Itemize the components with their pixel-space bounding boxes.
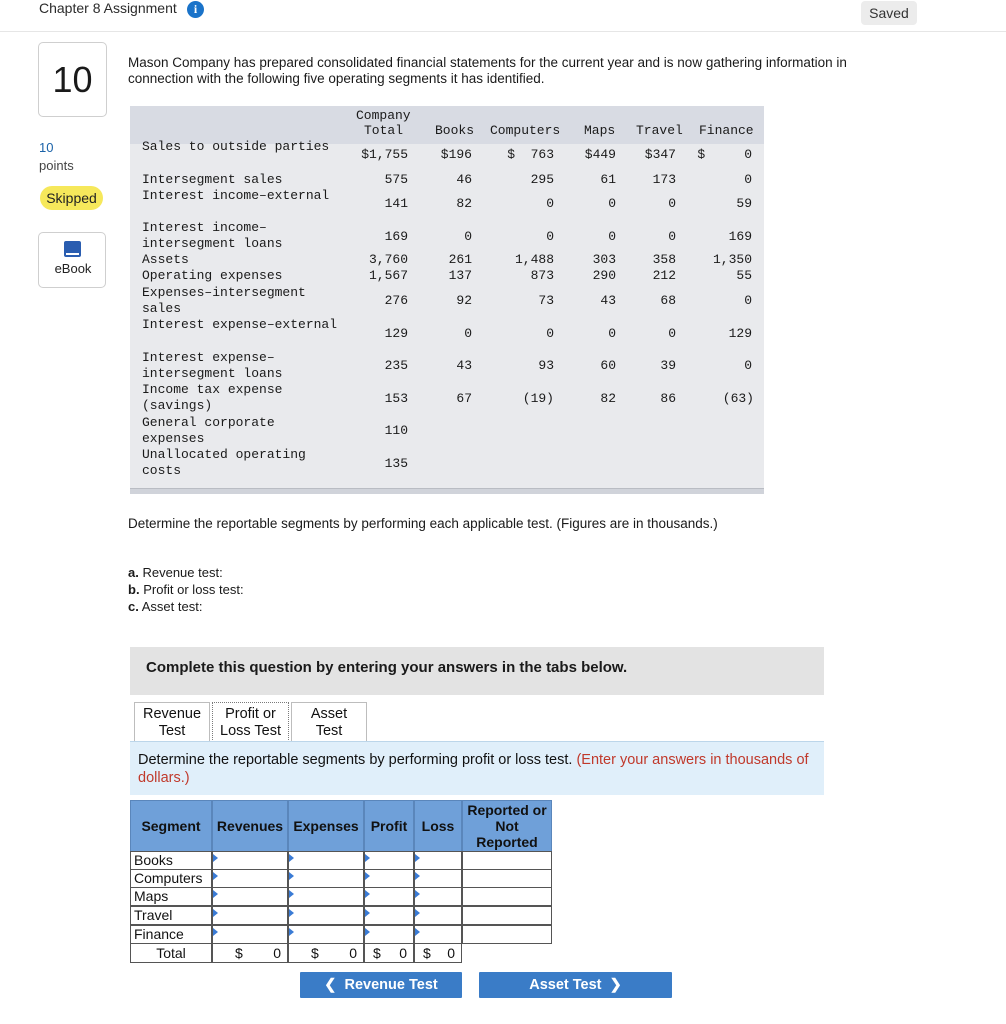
cell-travel: 173	[652, 172, 676, 187]
segment-label-finance: Finance	[130, 925, 212, 944]
col-header-revenues: Revenues	[212, 800, 288, 852]
input-revenues[interactable]	[212, 887, 288, 906]
test-item: b. Profit or loss test:	[128, 582, 244, 597]
cell-books: 0	[464, 229, 472, 244]
row-label: Income tax expense (savings)	[142, 382, 283, 413]
ebook-button[interactable]	[38, 232, 106, 288]
input-loss[interactable]	[414, 925, 462, 944]
row-label: Interest expense–intersegment loans	[142, 350, 283, 381]
total-profit: $ 0	[364, 943, 414, 963]
chevron-right-icon: ❯	[601, 977, 622, 993]
cell-computers: 295	[530, 172, 554, 187]
cell-travel: 212	[652, 268, 676, 283]
input-expenses[interactable]	[288, 925, 364, 944]
input-loss[interactable]	[414, 869, 462, 888]
input-loss[interactable]	[414, 906, 462, 925]
points-label: points	[39, 158, 74, 173]
points-value: 10	[39, 140, 54, 155]
select-reported[interactable]	[462, 887, 552, 906]
assignment-title: Chapter 8 Assignment	[39, 0, 177, 16]
input-expenses[interactable]	[288, 851, 364, 870]
cell-finance: 0	[744, 293, 752, 308]
row-label: Interest income–external	[142, 188, 330, 203]
test-item: c. Asset test:	[128, 599, 203, 614]
cell-travel: 86	[660, 391, 676, 406]
input-expenses[interactable]	[288, 887, 364, 906]
row-label: Operating expenses	[142, 268, 283, 283]
cell-total: 3,760	[368, 252, 408, 267]
input-revenues[interactable]	[212, 925, 288, 944]
segment-label-computers: Computers	[130, 869, 212, 888]
panel-note: (Enter your answers in thousands of dollars.)	[138, 752, 809, 786]
segment-label-maps: Maps	[130, 887, 212, 906]
row-label: General corporate expenses	[142, 415, 275, 446]
cell-travel: 358	[652, 252, 676, 267]
complete-question-banner: Complete this question by entering your answers in the tabs below.	[130, 647, 824, 695]
tab-profit-or-loss-test[interactable]: Profit or Loss Test	[212, 702, 289, 742]
total-label: Total	[130, 943, 212, 963]
cell-total: 276	[384, 293, 408, 308]
col-header-expenses: Expenses	[288, 800, 364, 852]
prev-revenue-test-button[interactable]: ❮ Revenue Test	[300, 972, 462, 998]
cell-maps: 0	[608, 229, 616, 244]
test-item: a. Revenue test:	[128, 565, 223, 580]
cell-travel: 0	[668, 196, 676, 211]
header-maps: Maps	[584, 123, 616, 138]
row-label: Expenses–intersegment sales	[142, 285, 306, 316]
input-revenues[interactable]	[212, 906, 288, 925]
col-header-loss: Loss	[414, 800, 462, 852]
total-loss: $ 0	[414, 943, 462, 963]
book-icon	[64, 241, 81, 257]
cell-travel: $347	[644, 147, 676, 162]
cell-maps: 290	[592, 268, 616, 283]
cell-total: 169	[384, 229, 408, 244]
cell-travel: 0	[668, 229, 676, 244]
cell-total: 135	[384, 456, 408, 471]
segment-label-books: Books	[130, 851, 212, 870]
input-profit[interactable]	[364, 925, 414, 944]
tab-panel-instruction: Determine the reportable segments by performing profit or loss test. (Enter your answers in thousands of dollars.)	[130, 741, 824, 795]
input-profit[interactable]	[364, 851, 414, 870]
instruction-text: Determine the reportable segments by performing each applicable test. (Figures are in thousands.)	[128, 516, 718, 531]
input-revenues[interactable]	[212, 851, 288, 870]
col-header-segment: Segment	[130, 800, 212, 852]
header-travel: Travel	[636, 123, 683, 138]
cell-computers: 0	[546, 326, 554, 341]
header-finance: Finance	[699, 123, 754, 138]
input-profit[interactable]	[364, 869, 414, 888]
cell-maps: 82	[600, 391, 616, 406]
header-company: Company	[356, 108, 411, 123]
cell-finance: 169	[728, 229, 752, 244]
cell-travel: 0	[668, 326, 676, 341]
row-label: Intersegment sales	[142, 172, 283, 187]
header-total: Total	[364, 123, 404, 138]
cell-books: 67	[456, 391, 472, 406]
cell-maps: 60	[600, 358, 616, 373]
ebook-label: eBook	[54, 261, 92, 276]
cell-total: 110	[384, 423, 408, 438]
select-reported[interactable]	[462, 925, 552, 944]
cell-total: 141	[384, 196, 408, 211]
col-header-profit: Profit	[364, 800, 414, 852]
cell-travel: 39	[660, 358, 676, 373]
cell-finance: 0	[744, 172, 752, 187]
total-expenses: $ 0	[288, 943, 364, 963]
cell-finance: 55	[736, 268, 752, 283]
skipped-badge: Skipped	[40, 186, 103, 210]
select-reported[interactable]	[462, 869, 552, 888]
cell-total: 129	[384, 326, 408, 341]
cell-total: 1,567	[368, 268, 408, 283]
row-label: Interest expense–external	[142, 317, 338, 332]
cell-maps: $449	[584, 147, 616, 162]
cell-total: 575	[384, 172, 408, 187]
cell-computers: 1,488	[514, 252, 554, 267]
cell-maps: 0	[608, 196, 616, 211]
cell-books: 43	[456, 358, 472, 373]
cell-total: 153	[384, 391, 408, 406]
question-intro: Mason Company has prepared consolidated financial statements for the current year and is now gathering information in connection with the following five operating segments it has identified.	[128, 55, 847, 86]
segment-label-travel: Travel	[130, 906, 212, 925]
info-icon[interactable]: i	[187, 1, 204, 18]
input-loss[interactable]	[414, 887, 462, 906]
question-number: 10	[38, 42, 107, 117]
tab-revenue-test[interactable]: Revenue Test	[134, 702, 210, 742]
cell-books: 82	[456, 196, 472, 211]
cell-finance: 129	[728, 326, 752, 341]
row-label: Sales to outside parties	[142, 139, 330, 154]
input-profit[interactable]	[364, 906, 414, 925]
input-loss[interactable]	[414, 851, 462, 870]
cell-maps: 61	[600, 172, 616, 187]
cell-books: 261	[448, 252, 472, 267]
tab-asset-test[interactable]: Asset Test	[291, 702, 367, 742]
test-list	[128, 564, 244, 615]
next-asset-test-button[interactable]: Asset Test ❯	[479, 972, 672, 998]
total-revenues: $ 0	[212, 943, 288, 963]
cell-finance: 59	[736, 196, 752, 211]
cell-travel: 68	[660, 293, 676, 308]
cell-computers: 873	[530, 268, 554, 283]
row-label: Unallocated operating costs	[142, 447, 306, 478]
cell-books: $196	[440, 147, 472, 162]
input-profit[interactable]	[364, 887, 414, 906]
cell-computers: $ 763	[507, 147, 554, 162]
cell-computers: 0	[546, 196, 554, 211]
select-reported[interactable]	[462, 906, 552, 925]
cell-books: 46	[456, 172, 472, 187]
header-books: Books	[435, 123, 475, 138]
cell-maps: 43	[600, 293, 616, 308]
cell-maps: 303	[592, 252, 616, 267]
segment-data-table	[130, 106, 764, 490]
row-label: Interest income–intersegment loans	[142, 220, 283, 251]
cell-maps: 0	[608, 326, 616, 341]
cell-computers: 93	[538, 358, 554, 373]
cell-total: $1,755	[361, 147, 408, 162]
cell-finance: 1,350	[712, 252, 752, 267]
cell-computers: 73	[538, 293, 554, 308]
cell-finance: (63)	[722, 391, 754, 406]
cell-finance: 0	[744, 358, 752, 373]
cell-computers: (19)	[522, 391, 554, 406]
cell-finance: $ 0	[697, 147, 752, 162]
col-header-reported: Reported or Not Reported	[462, 800, 552, 852]
input-revenues[interactable]	[212, 869, 288, 888]
chevron-left-icon: ❮	[324, 977, 345, 993]
input-expenses[interactable]	[288, 869, 364, 888]
cell-total: 235	[384, 358, 408, 373]
top-bar	[0, 0, 1006, 32]
table-scrollbar[interactable]	[130, 488, 764, 494]
header-computers: Computers	[490, 123, 561, 138]
cell-books: 0	[464, 326, 472, 341]
input-expenses[interactable]	[288, 906, 364, 925]
saved-status-badge: Saved	[861, 1, 917, 25]
cell-books: 137	[448, 268, 472, 283]
cell-books: 92	[456, 293, 472, 308]
cell-computers: 0	[546, 229, 554, 244]
row-label: Assets	[142, 252, 189, 267]
select-reported[interactable]	[462, 851, 552, 870]
